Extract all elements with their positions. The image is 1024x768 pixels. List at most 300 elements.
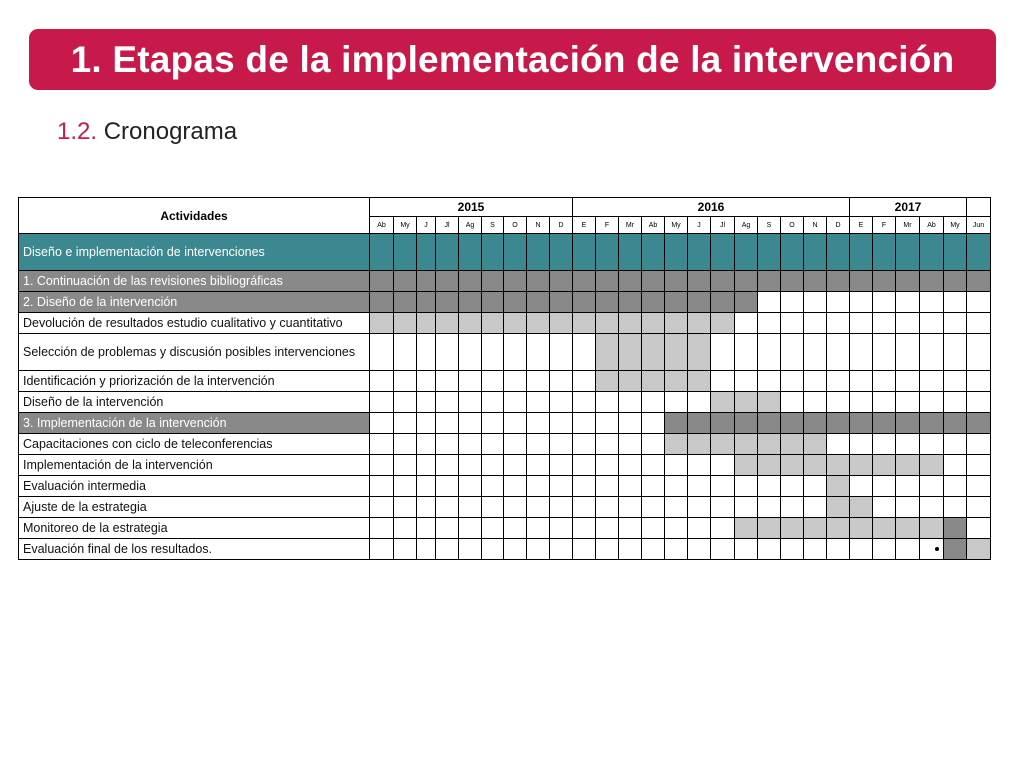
activity-label: Evaluación final de los resultados. — [19, 539, 370, 560]
timeline-cell — [596, 434, 619, 455]
timeline-cell — [417, 392, 436, 413]
timeline-cell — [781, 334, 804, 371]
timeline-cell — [781, 476, 804, 497]
timeline-cell — [735, 518, 758, 539]
timeline-cell — [873, 371, 896, 392]
timeline-cell — [642, 371, 665, 392]
activity-row — [19, 539, 991, 560]
timeline-cell — [665, 292, 688, 313]
timeline-cell — [758, 434, 781, 455]
timeline-cell — [527, 434, 550, 455]
timeline-cell — [527, 313, 550, 334]
timeline-cell — [688, 518, 711, 539]
month-header: My — [394, 217, 417, 234]
timeline-cell — [573, 455, 596, 476]
activity-label: Devolución de resultados estudio cualitativo y cuantitativo — [19, 313, 370, 334]
month-header: O — [781, 217, 804, 234]
month-header: Ab — [642, 217, 665, 234]
activity-label: Diseño e implementación de intervenciones — [19, 234, 370, 271]
timeline-cell — [550, 476, 573, 497]
timeline-cell — [735, 313, 758, 334]
timeline-cell — [394, 271, 417, 292]
timeline-cell — [596, 292, 619, 313]
timeline-cell — [459, 518, 482, 539]
timeline-cell — [573, 313, 596, 334]
timeline-cell — [873, 334, 896, 371]
timeline-cell — [920, 539, 944, 560]
timeline-cell — [758, 292, 781, 313]
activity-row — [19, 392, 991, 413]
timeline-cell — [504, 497, 527, 518]
timeline-cell — [370, 292, 394, 313]
timeline-cell — [758, 313, 781, 334]
timeline-cell — [735, 371, 758, 392]
activity-row — [19, 413, 991, 434]
timeline-cell — [920, 476, 944, 497]
timeline-cell — [436, 455, 459, 476]
timeline-cell — [527, 234, 550, 271]
timeline-cell — [688, 313, 711, 334]
month-header: J — [688, 217, 711, 234]
timeline-cell — [417, 334, 436, 371]
activity-row — [19, 497, 991, 518]
timeline-cell — [758, 334, 781, 371]
timeline-cell — [665, 334, 688, 371]
timeline-cell — [920, 371, 944, 392]
timeline-cell — [482, 476, 504, 497]
timeline-cell — [394, 313, 417, 334]
timeline-cell — [370, 313, 394, 334]
month-header: N — [804, 217, 827, 234]
timeline-cell — [370, 392, 394, 413]
activities-header: Actividades — [19, 198, 370, 234]
gantt-chart-table — [18, 197, 991, 560]
timeline-cell — [827, 334, 850, 371]
timeline-cell — [482, 413, 504, 434]
timeline-cell — [550, 434, 573, 455]
timeline-cell — [896, 234, 920, 271]
timeline-cell — [944, 234, 967, 271]
timeline-cell — [781, 271, 804, 292]
timeline-cell — [804, 392, 827, 413]
month-header: Ab — [920, 217, 944, 234]
timeline-cell — [688, 392, 711, 413]
timeline-cell — [873, 234, 896, 271]
timeline-cell — [596, 234, 619, 271]
timeline-cell — [642, 497, 665, 518]
timeline-cell — [596, 518, 619, 539]
timeline-cell — [573, 271, 596, 292]
timeline-cell — [417, 234, 436, 271]
timeline-cell — [665, 518, 688, 539]
timeline-cell — [459, 371, 482, 392]
timeline-cell — [642, 271, 665, 292]
timeline-cell — [781, 413, 804, 434]
month-header: Jl — [711, 217, 735, 234]
timeline-cell — [459, 497, 482, 518]
activity-row — [19, 371, 991, 392]
timeline-cell — [394, 518, 417, 539]
timeline-cell — [596, 334, 619, 371]
timeline-cell — [781, 313, 804, 334]
timeline-cell — [944, 497, 967, 518]
timeline-cell — [804, 271, 827, 292]
activity-row — [19, 434, 991, 455]
timeline-cell — [665, 371, 688, 392]
activity-row — [19, 292, 991, 313]
timeline-cell — [619, 271, 642, 292]
timeline-cell — [920, 292, 944, 313]
timeline-cell — [596, 476, 619, 497]
timeline-cell — [944, 292, 967, 313]
timeline-cell — [394, 392, 417, 413]
timeline-cell — [459, 292, 482, 313]
month-header: E — [573, 217, 596, 234]
timeline-cell — [527, 497, 550, 518]
timeline-cell — [804, 497, 827, 518]
slide-subtitle — [57, 118, 237, 146]
timeline-cell — [436, 334, 459, 371]
timeline-cell — [944, 334, 967, 371]
timeline-cell — [619, 434, 642, 455]
timeline-cell — [804, 334, 827, 371]
timeline-cell — [417, 271, 436, 292]
timeline-cell — [758, 476, 781, 497]
timeline-cell — [944, 539, 967, 560]
timeline-cell — [482, 292, 504, 313]
month-header: Jun — [967, 217, 991, 234]
timeline-cell — [417, 371, 436, 392]
timeline-cell — [550, 518, 573, 539]
timeline-cell — [758, 392, 781, 413]
timeline-cell — [688, 539, 711, 560]
timeline-cell — [504, 476, 527, 497]
timeline-cell — [504, 234, 527, 271]
timeline-cell — [550, 292, 573, 313]
year-header: 2015 — [370, 198, 573, 217]
activity-label: Monitoreo de la estrategia — [19, 518, 370, 539]
timeline-cell — [804, 371, 827, 392]
timeline-cell — [781, 292, 804, 313]
month-header: J — [417, 217, 436, 234]
timeline-cell — [967, 313, 991, 334]
timeline-cell — [967, 234, 991, 271]
timeline-cell — [436, 518, 459, 539]
timeline-cell — [896, 455, 920, 476]
timeline-cell — [920, 434, 944, 455]
timeline-cell — [850, 313, 873, 334]
timeline-cell — [873, 392, 896, 413]
timeline-cell — [967, 518, 991, 539]
timeline-cell — [596, 497, 619, 518]
activity-row — [19, 518, 991, 539]
timeline-cell — [417, 313, 436, 334]
timeline-cell — [735, 292, 758, 313]
timeline-cell — [504, 371, 527, 392]
month-header: S — [758, 217, 781, 234]
timeline-cell — [550, 334, 573, 371]
timeline-cell — [550, 413, 573, 434]
timeline-cell — [459, 234, 482, 271]
timeline-cell — [735, 271, 758, 292]
timeline-cell — [804, 292, 827, 313]
activity-row — [19, 271, 991, 292]
timeline-cell — [735, 392, 758, 413]
timeline-cell — [665, 392, 688, 413]
timeline-cell — [873, 455, 896, 476]
timeline-cell — [619, 371, 642, 392]
timeline-cell — [781, 518, 804, 539]
timeline-cell — [619, 476, 642, 497]
timeline-cell — [370, 334, 394, 371]
timeline-cell — [573, 539, 596, 560]
activity-label: Evaluación intermedia — [19, 476, 370, 497]
timeline-cell — [944, 371, 967, 392]
timeline-cell — [417, 539, 436, 560]
activity-label: 1. Continuación de las revisiones bibliográficas — [19, 271, 370, 292]
timeline-cell — [735, 476, 758, 497]
timeline-cell — [896, 334, 920, 371]
timeline-cell — [394, 497, 417, 518]
timeline-cell — [850, 539, 873, 560]
timeline-cell — [896, 518, 920, 539]
timeline-cell — [688, 434, 711, 455]
timeline-cell — [527, 413, 550, 434]
timeline-cell — [665, 497, 688, 518]
timeline-cell — [711, 518, 735, 539]
timeline-cell — [711, 371, 735, 392]
timeline-cell — [482, 455, 504, 476]
timeline-cell — [944, 271, 967, 292]
activity-label: Diseño de la intervención — [19, 392, 370, 413]
timeline-cell — [827, 234, 850, 271]
month-header: Ab — [370, 217, 394, 234]
timeline-cell — [642, 313, 665, 334]
timeline-cell — [920, 518, 944, 539]
timeline-cell — [504, 518, 527, 539]
timeline-cell — [459, 455, 482, 476]
timeline-cell — [735, 413, 758, 434]
timeline-cell — [758, 234, 781, 271]
timeline-cell — [504, 455, 527, 476]
timeline-cell — [944, 392, 967, 413]
activity-label: Capacitaciones con ciclo de teleconferencias — [19, 434, 370, 455]
timeline-cell — [688, 476, 711, 497]
timeline-cell — [436, 539, 459, 560]
timeline-cell — [642, 518, 665, 539]
timeline-cell — [873, 434, 896, 455]
timeline-cell — [944, 434, 967, 455]
timeline-cell — [967, 434, 991, 455]
timeline-cell — [873, 292, 896, 313]
timeline-cell — [436, 371, 459, 392]
timeline-cell — [850, 455, 873, 476]
timeline-cell — [804, 518, 827, 539]
timeline-cell — [804, 434, 827, 455]
timeline-cell — [850, 292, 873, 313]
milestone-dot — [935, 547, 939, 551]
activity-label: Implementación de la intervención — [19, 455, 370, 476]
timeline-cell — [504, 271, 527, 292]
timeline-cell — [370, 539, 394, 560]
timeline-cell — [436, 392, 459, 413]
timeline-cell — [394, 334, 417, 371]
timeline-cell — [573, 234, 596, 271]
timeline-cell — [550, 371, 573, 392]
timeline-cell — [896, 539, 920, 560]
timeline-cell — [850, 413, 873, 434]
activity-row — [19, 313, 991, 334]
timeline-cell — [459, 476, 482, 497]
timeline-cell — [781, 455, 804, 476]
timeline-cell — [459, 413, 482, 434]
timeline-cell — [920, 455, 944, 476]
timeline-cell — [417, 292, 436, 313]
timeline-cell — [896, 371, 920, 392]
timeline-cell — [573, 334, 596, 371]
timeline-cell — [573, 497, 596, 518]
month-header: Ag — [735, 217, 758, 234]
timeline-cell — [370, 455, 394, 476]
timeline-cell — [967, 271, 991, 292]
timeline-cell — [417, 476, 436, 497]
timeline-cell — [804, 455, 827, 476]
timeline-cell — [504, 539, 527, 560]
timeline-cell — [642, 392, 665, 413]
timeline-cell — [967, 392, 991, 413]
timeline-cell — [735, 234, 758, 271]
timeline-cell — [688, 334, 711, 371]
timeline-cell — [665, 413, 688, 434]
timeline-cell — [550, 392, 573, 413]
timeline-cell — [619, 234, 642, 271]
timeline-cell — [417, 497, 436, 518]
timeline-cell — [504, 413, 527, 434]
timeline-cell — [482, 313, 504, 334]
timeline-cell — [804, 539, 827, 560]
timeline-cell — [665, 539, 688, 560]
timeline-cell — [781, 371, 804, 392]
timeline-cell — [619, 539, 642, 560]
timeline-cell — [758, 413, 781, 434]
timeline-cell — [504, 334, 527, 371]
timeline-cell — [711, 476, 735, 497]
timeline-cell — [459, 539, 482, 560]
timeline-cell — [781, 392, 804, 413]
timeline-cell — [394, 539, 417, 560]
timeline-cell — [688, 271, 711, 292]
month-header: D — [827, 217, 850, 234]
timeline-cell — [688, 371, 711, 392]
timeline-cell — [504, 392, 527, 413]
timeline-cell — [642, 234, 665, 271]
timeline-cell — [482, 518, 504, 539]
timeline-cell — [735, 497, 758, 518]
timeline-cell — [920, 234, 944, 271]
timeline-cell — [967, 371, 991, 392]
timeline-cell — [944, 313, 967, 334]
timeline-cell — [436, 434, 459, 455]
timeline-cell — [711, 234, 735, 271]
timeline-cell — [394, 455, 417, 476]
timeline-cell — [711, 271, 735, 292]
timeline-cell — [642, 292, 665, 313]
timeline-cell — [873, 413, 896, 434]
timeline-cell — [394, 476, 417, 497]
month-header: S — [482, 217, 504, 234]
timeline-cell — [896, 271, 920, 292]
timeline-cell — [967, 334, 991, 371]
timeline-cell — [642, 413, 665, 434]
timeline-cell — [711, 313, 735, 334]
timeline-cell — [967, 497, 991, 518]
timeline-cell — [596, 455, 619, 476]
timeline-cell — [417, 434, 436, 455]
activity-label: Selección de problemas y discusión posibles intervenciones — [19, 334, 370, 371]
timeline-cell — [967, 413, 991, 434]
timeline-cell — [873, 476, 896, 497]
timeline-cell — [850, 234, 873, 271]
timeline-cell — [711, 392, 735, 413]
timeline-cell — [642, 539, 665, 560]
timeline-cell — [417, 518, 436, 539]
timeline-cell — [850, 497, 873, 518]
timeline-cell — [417, 413, 436, 434]
activity-row — [19, 334, 991, 371]
timeline-cell — [944, 476, 967, 497]
timeline-cell — [417, 455, 436, 476]
timeline-cell — [781, 497, 804, 518]
timeline-cell — [573, 434, 596, 455]
timeline-cell — [596, 413, 619, 434]
timeline-cell — [758, 371, 781, 392]
timeline-cell — [436, 476, 459, 497]
timeline-cell — [896, 497, 920, 518]
timeline-cell — [394, 292, 417, 313]
year-header — [967, 198, 991, 217]
timeline-cell — [688, 234, 711, 271]
timeline-cell — [967, 455, 991, 476]
timeline-cell — [920, 334, 944, 371]
timeline-cell — [711, 434, 735, 455]
timeline-cell — [394, 413, 417, 434]
timeline-cell — [873, 497, 896, 518]
timeline-cell — [527, 455, 550, 476]
timeline-cell — [482, 371, 504, 392]
timeline-cell — [482, 234, 504, 271]
timeline-cell — [827, 455, 850, 476]
timeline-cell — [573, 413, 596, 434]
timeline-cell — [850, 271, 873, 292]
timeline-cell — [394, 434, 417, 455]
timeline-cell — [527, 539, 550, 560]
month-header: N — [527, 217, 550, 234]
timeline-cell — [370, 234, 394, 271]
year-header: 2017 — [850, 198, 967, 217]
activity-label: 3. Implementación de la intervención — [19, 413, 370, 434]
timeline-cell — [573, 476, 596, 497]
timeline-cell — [573, 371, 596, 392]
timeline-cell — [758, 271, 781, 292]
timeline-cell — [896, 434, 920, 455]
timeline-cell — [944, 413, 967, 434]
timeline-cell — [527, 392, 550, 413]
timeline-cell — [711, 292, 735, 313]
month-header: My — [665, 217, 688, 234]
timeline-cell — [482, 539, 504, 560]
timeline-cell — [735, 334, 758, 371]
timeline-cell — [896, 392, 920, 413]
